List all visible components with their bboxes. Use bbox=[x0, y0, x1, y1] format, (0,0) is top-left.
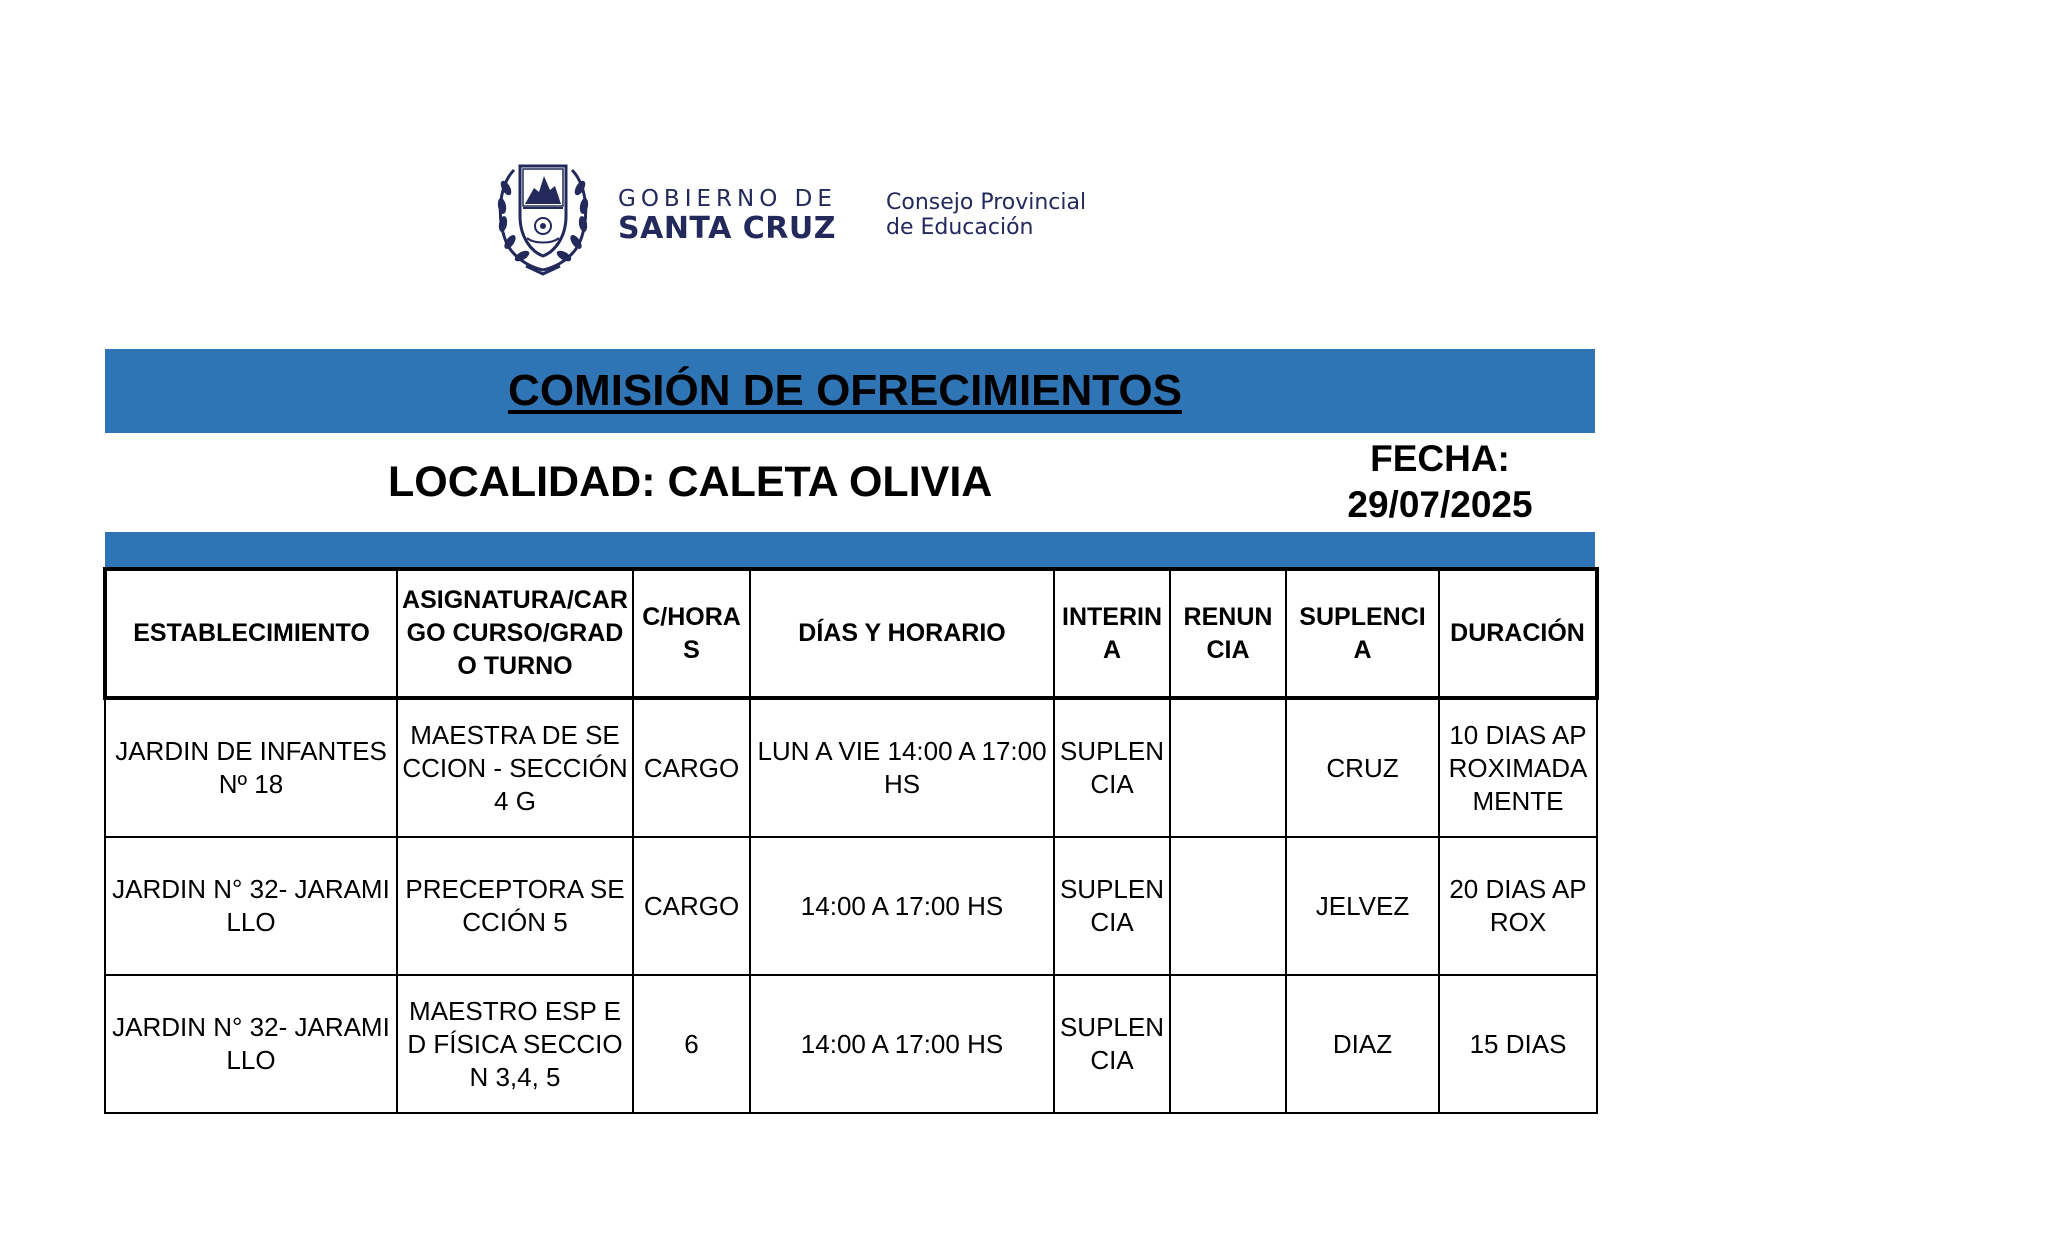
document-title: COMISIÓN DE OFRECIMIENTOS bbox=[508, 366, 1182, 415]
cell-dias-horario: 14:00 A 17:00 HS bbox=[750, 837, 1054, 975]
fecha-value: 29/07/2025 bbox=[1347, 484, 1533, 525]
cell-duracion: 15 DIAS bbox=[1439, 975, 1597, 1113]
cell-renuncia bbox=[1170, 975, 1286, 1113]
cell-interina: SUPLENCIA bbox=[1054, 975, 1170, 1113]
cell-suplencia: CRUZ bbox=[1286, 698, 1439, 837]
cell-suplencia: JELVEZ bbox=[1286, 837, 1439, 975]
cell-duracion: 20 DIAS APROX bbox=[1439, 837, 1597, 975]
cell-asignatura: MAESTRO ESP ED FÍSICA SECCION 3,4, 5 bbox=[397, 975, 633, 1113]
council-line-1: Consejo Provincial bbox=[886, 190, 1087, 215]
table-row bbox=[105, 698, 1597, 837]
localidad-label: LOCALIDAD: CALETA OLIVIA bbox=[388, 458, 993, 506]
logo-header bbox=[494, 150, 1114, 280]
header-establecimiento: ESTABLECIMIENTO bbox=[105, 569, 397, 698]
gov-line-2: SANTA CRUZ bbox=[618, 211, 836, 246]
fecha-label: FECHA: bbox=[1370, 438, 1510, 479]
table-row bbox=[105, 837, 1597, 975]
cell-duracion: 10 DIAS APROXIMADAMENTE bbox=[1439, 698, 1597, 837]
table-header-row bbox=[105, 569, 1597, 698]
header-interina: INTERINA bbox=[1054, 569, 1170, 698]
council-name bbox=[886, 190, 1086, 240]
header-suplencia: SUPLENCIA bbox=[1286, 569, 1439, 698]
cell-establecimiento: JARDIN N° 32- JARAMILLO bbox=[105, 837, 397, 975]
header-duracion: DURACIÓN bbox=[1439, 569, 1597, 698]
cell-suplencia: DIAZ bbox=[1286, 975, 1439, 1113]
cell-horas: CARGO bbox=[633, 698, 750, 837]
fecha-block bbox=[1300, 436, 1580, 528]
cell-interina: SUPLENCIA bbox=[1054, 698, 1170, 837]
header-horas: C/HORAS bbox=[633, 569, 750, 698]
cell-horas: 6 bbox=[633, 975, 750, 1113]
cell-dias-horario: LUN A VIE 14:00 A 17:00 HS bbox=[750, 698, 1054, 837]
header-dias-horario: DÍAS Y HORARIO bbox=[750, 569, 1054, 698]
header-asignatura: ASIGNATURA/CARGO CURSO/GRADO TURNO bbox=[397, 569, 633, 698]
cell-asignatura: MAESTRA DE SECCION - SECCIÓN 4 G bbox=[397, 698, 633, 837]
cell-horas: CARGO bbox=[633, 837, 750, 975]
gov-line-1: GOBIERNO DE bbox=[618, 186, 837, 212]
cell-establecimiento: JARDIN N° 32- JARAMILLO bbox=[105, 975, 397, 1113]
government-wordmark bbox=[618, 186, 837, 246]
cell-asignatura: PRECEPTORA SECCIÓN 5 bbox=[397, 837, 633, 975]
cell-establecimiento: JARDIN DE INFANTES Nº 18 bbox=[105, 698, 397, 837]
title-band bbox=[105, 349, 1595, 433]
separator-band bbox=[105, 532, 1595, 568]
table-row bbox=[105, 975, 1597, 1113]
cell-renuncia bbox=[1170, 837, 1286, 975]
header-renuncia: RENUNCIA bbox=[1170, 569, 1286, 698]
cell-renuncia bbox=[1170, 698, 1286, 837]
cell-interina: SUPLENCIA bbox=[1054, 837, 1170, 975]
council-line-2: de Educación bbox=[886, 215, 1034, 240]
offers-table bbox=[103, 567, 1599, 1114]
coat-of-arms-icon bbox=[494, 152, 592, 278]
cell-dias-horario: 14:00 A 17:00 HS bbox=[750, 975, 1054, 1113]
